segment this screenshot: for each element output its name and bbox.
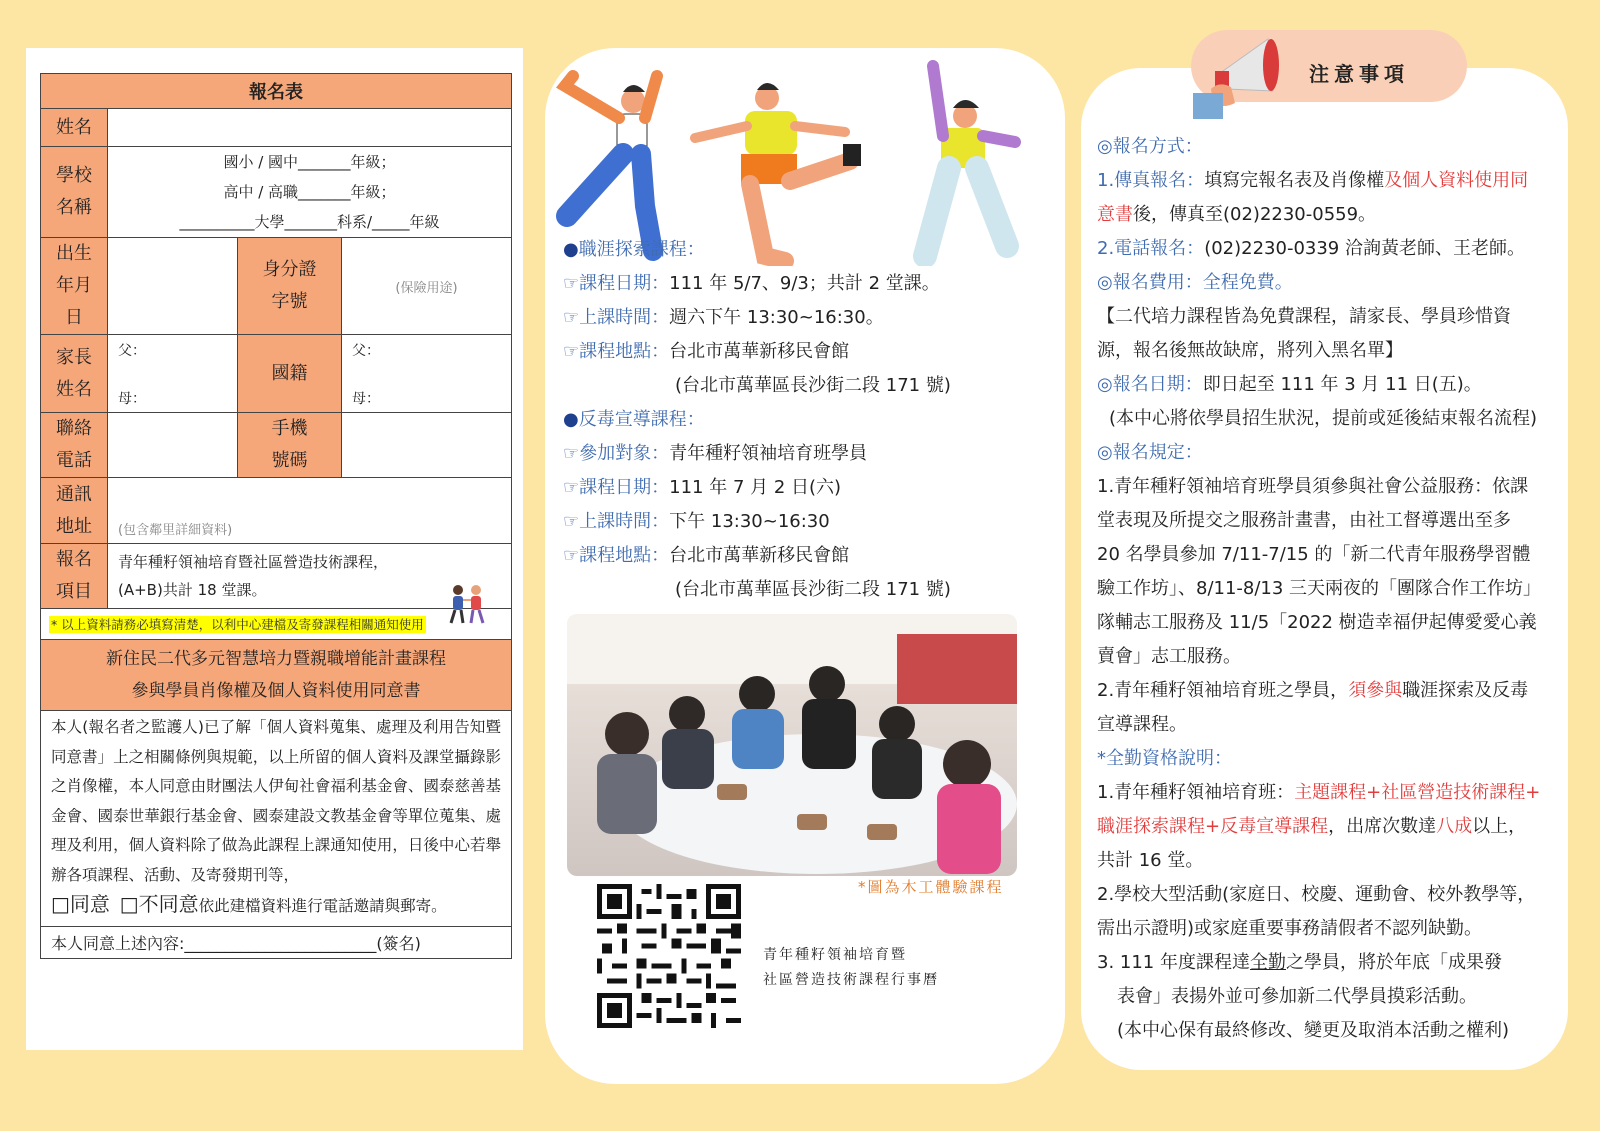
parent-label: 家長姓名 — [41, 335, 108, 413]
disagree-checkbox[interactable]: □不同意 — [119, 892, 199, 916]
birth-field[interactable] — [108, 238, 238, 335]
consent-text: 本人(報名者之監護人)已了解「個人資料蒐集、處理及利用告知暨同意書」上之相關條例與規範，以上所留的個人資料及課堂攝錄影之肖像權，本人同意由財團法人伊甸社會福利基金會、國泰慈善基金會、國泰世華銀行基金會、國泰建設文教基金會等單位蒐集、處理及利用，個人資料除了做為此課程上課通知使用，日後中心若舉辦各項課程、活動、及寄發期刊等， — [51, 718, 501, 884]
mobile-field[interactable] — [342, 413, 512, 478]
nationality-label: 國籍 — [238, 335, 342, 413]
drug-time: 下午 13:30~16:30 — [669, 511, 830, 532]
school-label: 學校名稱 — [41, 147, 108, 238]
data-notice: * 以上資料請務必填寫清楚，以利中心建檔及寄發課程相關通知使用 — [41, 609, 512, 640]
career-place: 台北市萬華新移民會館 — [669, 341, 850, 362]
address-label: 通訊地址 — [41, 478, 108, 544]
career-date: 111 年 5/7、9/3；共計 2 堂課。 — [669, 273, 940, 294]
megaphone-icon — [1193, 31, 1303, 121]
agree-tail: 依此建檔資料進行電話邀請與郵寄。 — [198, 897, 447, 915]
school-line-1: 國小 / 國中_______年級； — [223, 153, 396, 171]
qr-code-icon[interactable] — [597, 884, 741, 1028]
registration-form — [40, 73, 512, 959]
rule-heading: ◎報名規定： — [1097, 442, 1203, 463]
fax-label: 1.傳真報名： — [1097, 170, 1205, 191]
consent-body — [41, 711, 512, 927]
bullet-icon: ● — [563, 239, 579, 260]
consent-title: 新住民二代多元智慧培力暨親職增能計畫課程 參與學員肖像權及個人資料使用同意書 — [41, 640, 512, 711]
id-label: 身分證字號 — [238, 238, 342, 335]
bullet-icon: ● — [563, 409, 579, 430]
career-time-label: ☞上課時間： — [563, 307, 670, 328]
id-field[interactable] — [342, 238, 512, 335]
registration-panel — [26, 48, 523, 1050]
drug-date: 111 年 7 月 2 日(六) — [669, 477, 842, 498]
drug-target: 青年種籽領袖培育班學員 — [669, 443, 868, 464]
career-time: 週六下午 13:30~16:30。 — [669, 307, 884, 328]
item-line-1: 青年種籽領袖培育暨社區營造技術課程， — [118, 553, 389, 571]
name-label: 姓名 — [41, 109, 108, 147]
kids-icon — [444, 583, 490, 627]
career-place-label: ☞課程地點： — [563, 341, 670, 362]
school-line-2: 高中 / 高職_______年級； — [223, 183, 396, 201]
courses-panel — [545, 48, 1065, 1084]
attendance-heading: *全勤資格說明： — [1097, 748, 1232, 769]
drug-date-label: ☞課程日期： — [563, 477, 670, 498]
agree-checkbox[interactable]: □同意 — [51, 892, 110, 916]
form-title: 報名表 — [41, 74, 512, 109]
address-note: (包含鄰里詳細資料) — [118, 523, 233, 538]
school-field[interactable] — [108, 147, 512, 238]
address-field[interactable] — [108, 478, 512, 544]
notes-content: ◎報名方式： 1.傳真報名：填寫完報名表及肖像權及個人資料使用同 意書後，傳真至(02)2230-0559。 2.電話報名：(02)2230-0339 洽詢黃老師、王老師。 ◎報名費用：全程免費。 【二代培力課程皆為免費課程，請家長、學員珍惜資 源，報名後無故缺席，將列入黑名單】 ◎報名日期：即日起至 111 年 3 月 11 日(五)。 (本中心將依學員招生狀況，提前或延後結束報名流程) ◎報名規定： 1.青年種籽領袖培育班學員須參與社會公益服務：依課 堂表現及所提交之服務計畫書，由社工督導選出至多 20 名學員參加 7/11-7/15 的「新二代青年服務學習體 驗工作坊」、8/11-8/13 三天兩夜的「團隊合作工作坊」 隊輔志工服務及 11/5「2022 樹造幸福伊起傳愛愛心義 賣會」志工服務。 2.青年種籽領袖培育班之學員，須參與職涯探索及反毒 宣導課程。 *全勤資格說明： 1.青年種籽領袖培育班：主題課程+社區營造技術課程+ 職涯探索課程+反毒宣導課程，出席次數達八成以上， 共計 16 堂。 2.學校大型活動(家庭日、校慶、運動會、校外教學等， 需出示證明)或家庭重要事務請假者不認列缺勤。 3. 111 年度課程達全勤之學員，將於年底「成果發 表會」表揚外並可參加新二代學員摸彩活動。 (本中心保有最終修改、變更及取消本活動之權利) — [1097, 130, 1567, 1048]
item-line-2: (A+B)共計 18 堂課。 — [118, 581, 267, 599]
birth-label: 出生年月日 — [41, 238, 108, 335]
course-info — [563, 233, 1063, 607]
photo-caption: *圖為木工體驗課程 — [858, 878, 1004, 896]
career-address: (台北市萬華區長沙街二段 171 號) — [675, 375, 951, 396]
drug-address: (台北市萬華區長沙街二段 171 號) — [675, 579, 951, 600]
phone-field[interactable] — [108, 413, 238, 478]
career-heading: 職涯探索課程： — [578, 239, 705, 260]
phone-reg-label: 2.電話報名： — [1097, 238, 1205, 259]
drug-target-label: ☞參加對象： — [563, 443, 670, 464]
nationality-father: 父： — [352, 342, 380, 359]
method-heading: ◎報名方式： — [1097, 136, 1203, 157]
drug-place: 台北市萬華新移民會館 — [669, 545, 850, 566]
item-label: 報名項目 — [41, 544, 108, 609]
career-date-label: ☞課程日期： — [563, 273, 670, 294]
date-heading: ◎報名日期： — [1097, 374, 1203, 395]
mother-label: 母： — [118, 390, 146, 407]
nationality-mother: 母： — [352, 390, 380, 407]
signature-line[interactable]: 本人同意上述內容:________________________(簽名) — [41, 926, 512, 958]
nationality-field[interactable] — [342, 335, 512, 413]
name-field[interactable] — [108, 109, 512, 147]
id-note: (保險用途) — [395, 280, 458, 296]
mobile-label: 手機號碼 — [238, 413, 342, 478]
notes-title: 注意事項 — [1309, 62, 1409, 86]
fee-heading: ◎報名費用：全程免費。 — [1097, 272, 1293, 293]
drug-heading: 反毒宣導課程： — [578, 409, 705, 430]
father-label: 父： — [118, 342, 146, 359]
school-line-3: __________大學_______科系/_____年級 — [179, 213, 440, 231]
drug-place-label: ☞課程地點： — [563, 545, 670, 566]
parent-field[interactable] — [108, 335, 238, 413]
qr-label: 青年種籽領袖培育暨 社區營造技術課程行事曆 — [763, 947, 939, 988]
drug-time-label: ☞上課時間： — [563, 511, 670, 532]
woodwork-class-photo — [567, 614, 1017, 876]
phone-label: 聯絡電話 — [41, 413, 108, 478]
